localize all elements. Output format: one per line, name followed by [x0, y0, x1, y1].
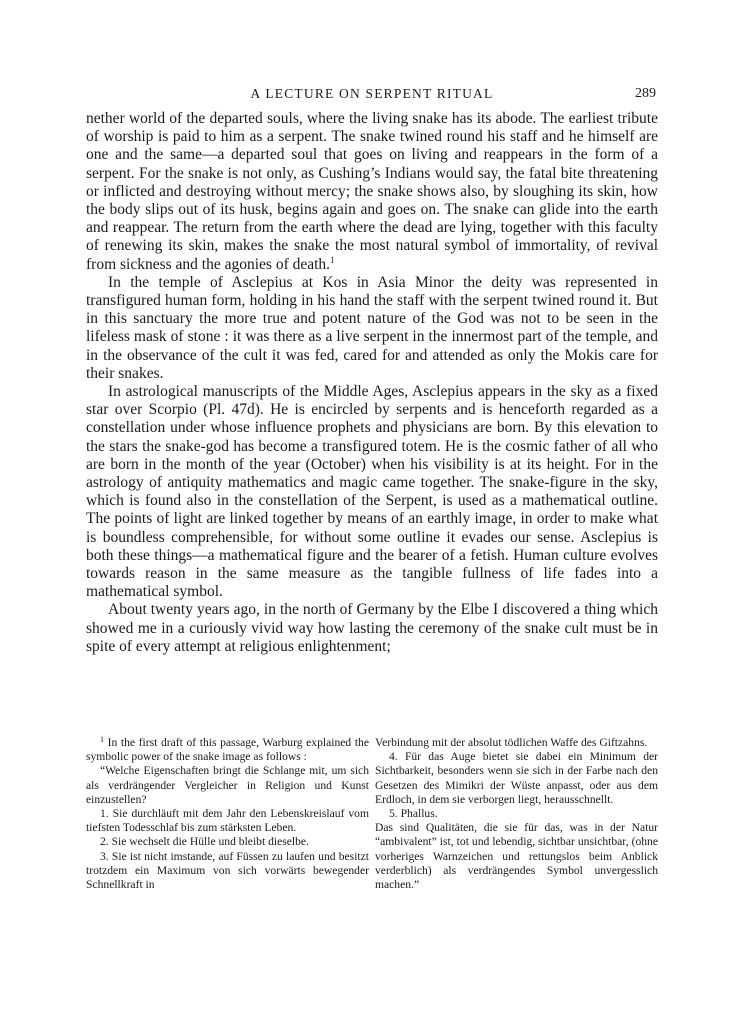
footnote-continuation: Verbindung mit der absolut tödlichen Waffe des Giftzahns. [375, 736, 648, 749]
footnote-quote-start: “Welche Eigenschaften bringt die Schlange mit, um sich als verdrängender Vergleicher in Religion und Kunst einzustellen? [86, 764, 369, 806]
paragraph-3: In astrological manuscripts of the Middle Ages, Asclepius appears in the sky as a fixed star over Scorpio (Pl. 47d). He is encircled by serpents and is henceforth regarded as a constellation under whose influence prophets and physicians are born. By this elevation to the stars the snake-god has become a transfigured totem. He is the cosmic father of all who are born in the month of the year (October) when his visibility is at its height. For in the astrology of antiquity mathematics and magic came together. The snake-figure in the sky, which is found also in the constellation of the Serpent, is used as a mathematical outline. The points of light are linked together by means of an earthly image, in order to make what is boundless comprehensible, for without some outline it evades our sense. Asclepius is both these things—a mathematical figure and the bearer of a fetish. Human culture evolves towards reason in the same measure as the tangible fullness of life fades into a mathematical symbol. [86, 383, 658, 601]
footnote-number: 1 [100, 735, 104, 744]
footnote-item-3: 3. Sie ist nicht imstande, auf Füssen zu laufen und besitzt trotzdem ein Maximum von sich vorwärts bewegender Schnellkraft in [86, 849, 369, 892]
page-number: 289 [635, 86, 656, 101]
footnote-closing: Das sind Qualitäten, die sie für das, was in der Natur “ambivalent” ist, tot und lebendig, sichtbar unsichtbar, (ohne vorheriges Warnzeichen und rettungslos beim Anblick verderblich) als verdrängendes Symbol unvergesslich machen.” [375, 821, 658, 892]
paragraph-4: About twenty years ago, in the north of Germany by the Elbe I discovered a thing which showed me in a curiously vivid way how lasting the ceremony of the snake cult must be in spite of every attempt at religious enlightenment; [86, 601, 658, 655]
footnote-column-right [375, 736, 658, 892]
footnote-item-1: 1. Sie durchläuft mit dem Jahr den Lebenskreislauf vom tiefsten Todesschlaf bis zum stärksten Leben. [86, 807, 369, 835]
footnote-intro [86, 736, 369, 764]
footnotes [86, 736, 658, 892]
running-title: A LECTURE ON SERPENT RITUAL [250, 86, 494, 101]
footnote-item-4: 4. Für das Auge bietet sie dabei ein Minimum der Sichtbarkeit, besonders wenn sie sich in der Farbe nach den Gesetzen des Mimikri der Wüste anpasst, oder aus dem Erdloch, in dem sie verborgen liegt, herausschnellt. [375, 750, 658, 806]
running-head [86, 86, 658, 106]
footnote-item-5: 5. Phallus. [389, 807, 438, 821]
paragraph-1 [86, 110, 658, 274]
footnote-column-left [86, 736, 369, 892]
footnote-intro-text: In the first draft of this passage, Warburg explained the symbolic power of the snake image as follows : [86, 736, 369, 764]
footnote-ref-1: 1 [330, 254, 335, 265]
footnote-item-2: 2. Sie wechselt die Hülle und bleibt dieselbe. [100, 835, 309, 849]
main-text [86, 110, 658, 656]
paragraph-2: In the temple of Asclepius at Kos in Asia Minor the deity was represented in transfigured human form, holding in his hand the staff with the serpent twined round it. But in this sanctuary the more true and potent nature of the God was not to be seen in the lifeless mask of stone : it was there as a live serpent in the innermost part of the temple, and in the observance of the cult it was fed, cared for and attended as only the Mokis care for their snakes. [86, 273, 658, 382]
paragraph-1-text: nether world of the departed souls, where the living snake has its abode. The earliest tribute of worship is paid to him as a serpent. The snake twined round his staff and he himself are one and the same—a departed soul that goes on living and reappears in the form of a serpent. For the snake is not only, as Cushing’s Indians would say, the fatal bite threatening or inflicted and destroying without mercy; the snake shows also, by sloughing its skin, how the body slips out of its husk, begins again and goes on. The snake can glide into the earth and reappear. The return from the earth where the dead are lying, together with this faculty of renewing its skin, makes the snake the most natural symbol of immortality, of revival from sickness and the agonies of death. [86, 110, 658, 273]
